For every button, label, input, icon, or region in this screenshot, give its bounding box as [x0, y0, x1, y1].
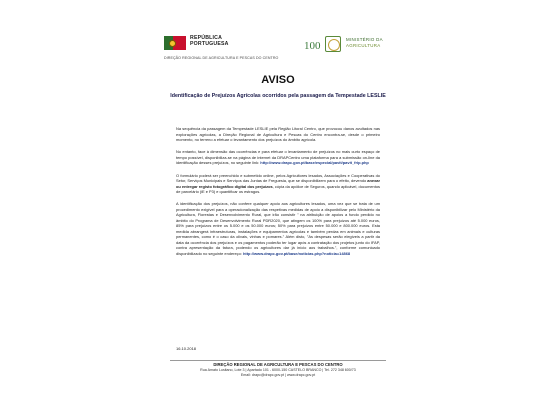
- platform-link[interactable]: http://www.drapc.gov.pt/base/especial/pavit/pavit_frip.php: [260, 160, 369, 166]
- republic-logo: [164, 34, 274, 56]
- directorate-caption: DIREÇÃO REGIONAL DE AGRICULTURA E PESCAS DO CENTRO: [164, 56, 279, 60]
- centenary-number: 100: [304, 40, 321, 52]
- footer-address: Rua Amato Lusitano, Lote 3 | Apartado 101 - 6000-150 CASTELO BRANCO | Tel. 272 348 600/73: [200, 367, 356, 372]
- news-link[interactable]: http://www.drapc.gov.pt/base/noticias.php?noticia=14868: [243, 250, 351, 256]
- notice-body: [176, 126, 380, 263]
- paragraph-form: O formulário poderá ser preenchido e submetido online, pelos Agricultores lesados, Associações e Cooperativas do Setor, Serviços Municipais e Serviços das Juntas de Freguesia, que se disponibilizem para o efeito, devendo anexar ou entregar registo fotográfico digital dos prejuízos, cópia da apólice de Seguros, quando aplicável, documentos de parcelário (iE e P3) e quantificar os estragos.: [176, 172, 380, 195]
- portugal-flag-icon: [164, 36, 186, 50]
- footer-divider: [170, 360, 386, 361]
- page-subtitle: Identificação de Prejuízos Agrícolas ocorridos pela passagem da Tempestade LESLIE: [170, 93, 386, 99]
- footer-contacts: Email: drapc@drapc.gov.pt | www.drapc.gov.pt: [240, 372, 316, 377]
- footer-org: DIREÇÃO REGIONAL DE AGRICULTURA E PESCAS DO CENTRO: [213, 362, 343, 367]
- page-footer: [0, 362, 556, 378]
- paragraph-support: A identificação dos prejuízos, não confere qualquer apoio aos agricultores lesados, uma vez que se trata de um procedimento exigível para a operacionalização das respetivas medidas de apoio a disponibilizar pelo Ministério da Agricultura, Florestas e Desenvolvimento Rural, que irão consistir " na atribuição de apoios a fundo perdido no âmbito do Programa de Desenvolvimento Rural PDR2020, que atingem os 100% para prejuízos até 5.000 euros, 85% para prejuízos entre os 5.000 e os 50.000 euros; 50% para prejuízos entre 50.000 e 800.000 euros. Esta medida abrangerá infraestruturas, instalações e equipamentos agrícolas e também perdas em animais e culturas permanentes, como é o caso da olivais, vinhas e pomares." Além disto, "As despesas serão elegíveis a partir da data da ocorrência dos prejuízos e os pagamentos poderão ter lugar após a contratação dos projetos junto do IFAP, contra apresentação da fatura, podendo os agricultores dar já início aos trabalhos.", conforme comunicado disponibilizado no seguinte endereço: http://www.drapc.gov.pt/base/noticias.php?noticia=14868: [176, 201, 380, 256]
- paragraph-platform: No entanto, face à dimensão das ocorrências e para efetuar o levantamento de prejuízos no mais curto espaço de tempo possível, disponibiliza-se na página de internet da DRAPCentro uma plataforma para a submissão on-line da identificação desses prejuízos, no seguinte link: http://www.drapc.gov.pt/base/especial/pavit/pavit_frip.php: [176, 149, 380, 166]
- notice-date: 16.10.2018: [176, 346, 197, 351]
- page-title: AVISO: [261, 74, 295, 86]
- ministry-name: MINISTÉRIO DA AGRICULTURA: [346, 37, 383, 48]
- paragraph-intro: Na sequência da passagem da Tempestade LESLIE pela Região Litoral Centro, que provocou danos avultados nas explorações agrícolas, a Direção Regional de Agricultura e Pescas do Centro encontra-se, desde o primeiro momento, no terreno a efetuar o levantamento dos prejuízos do âmbito agrícola.: [176, 126, 380, 142]
- republic-name: REPÚBLICA PORTUGUESA: [190, 35, 229, 47]
- ministry-logo: [304, 30, 396, 56]
- centenary-emblem-icon: [325, 36, 341, 52]
